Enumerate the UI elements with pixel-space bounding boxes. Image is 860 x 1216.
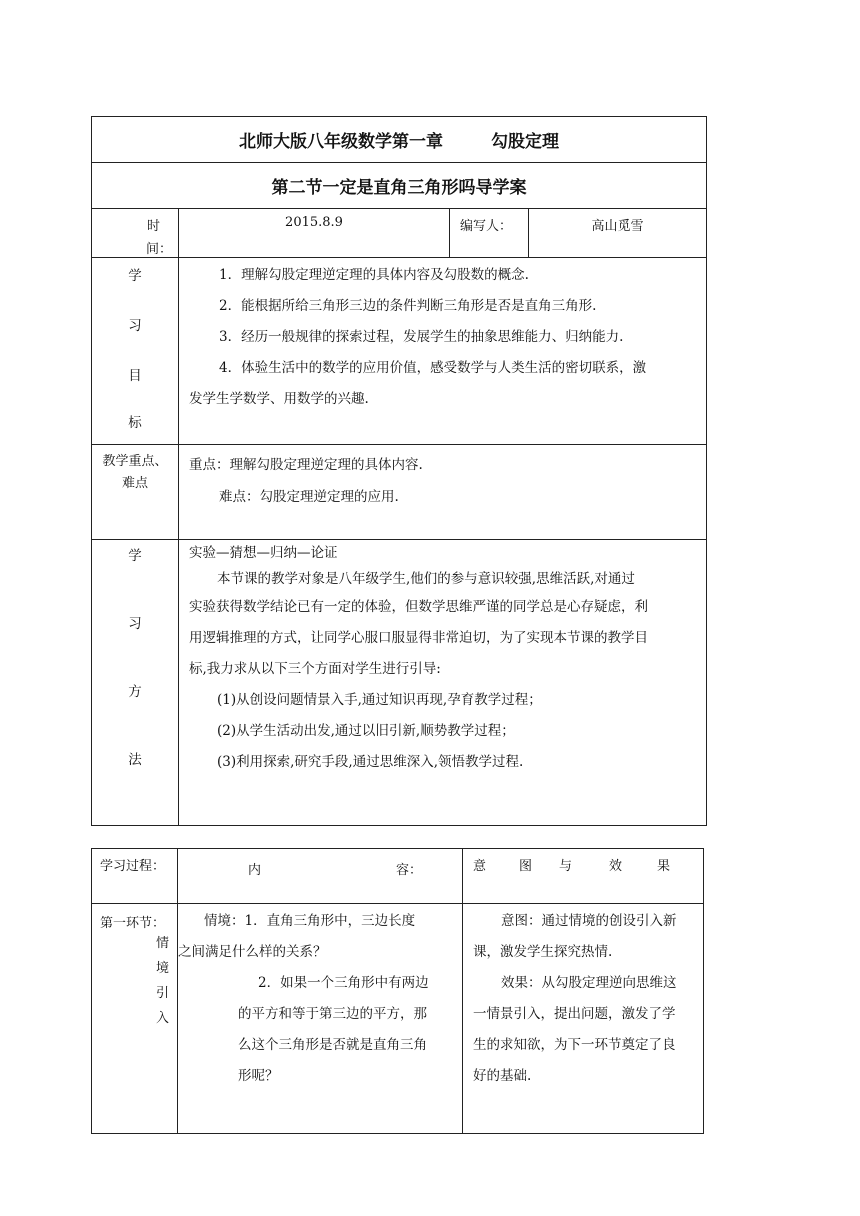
document-subtitle: 第二节一定是直角三角形吗导学案 — [271, 178, 527, 198]
section-label: 第一环节： — [100, 916, 166, 931]
key-point: 重点：理解勾股定理逆定理的具体内容. — [189, 457, 423, 473]
author-cell — [529, 209, 707, 258]
objective-item: 1．理解勾股定理逆定理的具体内容及勾股数的概念. — [219, 267, 529, 283]
title-left: 北师大版八年级数学第一章 — [239, 132, 443, 152]
methods-line: 本节课的教学对象是八年级学生,他们的参与意识较强,思维活跃,对通过 — [217, 571, 635, 587]
date-value: 2015.8.9 — [285, 215, 343, 230]
author-label: 编写人： — [460, 219, 513, 234]
author-value: 高山觅雪 — [591, 219, 644, 234]
process-label-cell — [92, 849, 178, 904]
key-points-cell — [179, 445, 707, 540]
process-table — [91, 848, 704, 1134]
intent-header-cell — [463, 849, 704, 904]
methods-line: 标,我力求从以下三个方面对学生进行引导: — [189, 661, 441, 677]
title-right: 勾股定理 — [491, 132, 559, 152]
methods-line: 实验获得数学结论已有一定的体验，但数学思维严谨的同学总是心存疑虑，利 — [189, 599, 648, 615]
section-name: 情 境 引 入 — [155, 936, 169, 1026]
key-points-label-cell — [92, 445, 179, 540]
document-title — [92, 127, 706, 152]
lesson-plan-table — [91, 116, 707, 826]
section-intent: 意图：通过情境的创设引入新 课，激发学生探究热情. 效果：从勾股定理逆向思维这 一情景引入，提出问题，激发了学 生的求知欲，为下一环节奠定了良 好的基础. — [473, 913, 677, 1084]
time-label-1: 时 — [146, 219, 160, 234]
date-cell — [179, 209, 450, 258]
objective-item: 3．经历一般规律的探索过程，发展学生的抽象思维能力、归纳能力. — [219, 329, 624, 345]
section-content-cell — [178, 904, 463, 1134]
methods-line: (2)从学生活动出发,通过以旧引新,顺势教学过程； — [217, 723, 515, 739]
content-header: 内 容： — [248, 863, 423, 878]
time-label-2: 间： — [146, 242, 173, 257]
objectives-label: 学 习 目 标 — [128, 268, 142, 431]
objectives-label-cell — [92, 258, 179, 445]
methods-cell — [179, 540, 707, 826]
methods-label: 学 习 方 法 — [128, 548, 142, 768]
objective-item: 4．体验生活中的数学的应用价值，感受数学与人类生活的密切联系，激 — [219, 360, 647, 376]
section-label-cell — [92, 904, 178, 1134]
methods-line: (3)利用探索,研究手段,通过思维深入,领悟教学过程. — [217, 754, 524, 770]
intent-header: 意 图 与 效 果 — [473, 859, 671, 874]
objectives-list — [179, 258, 706, 415]
process-header-label: 学习过程： — [100, 859, 166, 874]
author-label-cell — [450, 209, 529, 258]
content-header-cell — [178, 849, 463, 904]
section-intent-cell — [463, 904, 704, 1134]
objectives-cell — [179, 258, 707, 445]
time-label-cell — [92, 209, 179, 258]
methods-line: (1)从创设问题情景入手,通过知识再现,孕育教学过程； — [217, 692, 542, 708]
methods-label-cell — [92, 540, 179, 826]
key-points-content — [179, 445, 706, 513]
methods-line: 用逻辑推理的方式，让同学心服口服显得非常迫切，为了实现本节课的教学目 — [189, 630, 648, 646]
methods-content — [179, 540, 706, 778]
difficult-point: 难点：勾股定理逆定理的应用. — [219, 489, 399, 505]
key-points-label: 教学重点、 难点 — [102, 454, 168, 491]
methods-heading: 实验—猜想—归纳—论证 — [189, 545, 338, 561]
title-cell — [92, 117, 707, 163]
section-content: 情境：1．直角三角形中，三边长度 之间满足什么样的关系？ 2．如果一个三角形中有两边 的平方和等于第三边的平方，那 么这个三角形是否就是直角三角 形呢？ — [178, 913, 429, 1084]
subtitle-cell — [92, 163, 707, 209]
objective-item: 发学生学数学、用数学的兴趣. — [189, 391, 369, 407]
objective-item: 2．能根据所给三角形三边的条件判断三角形是否是直角三角形. — [219, 298, 597, 314]
